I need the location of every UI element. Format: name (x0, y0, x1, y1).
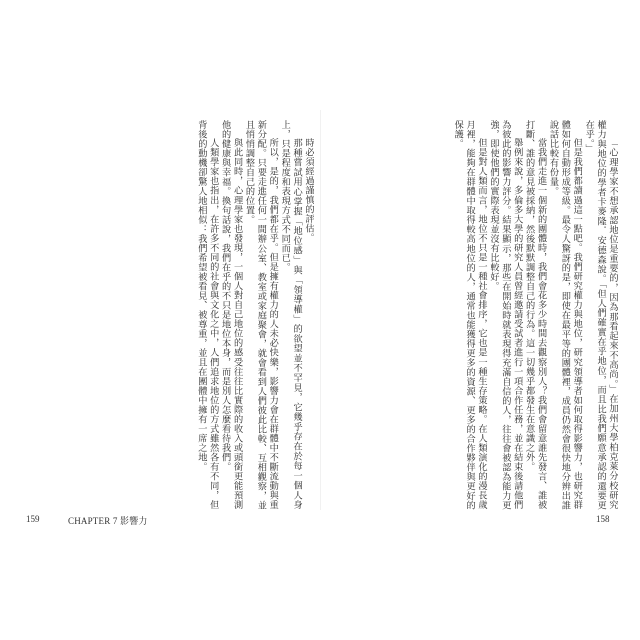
left-paragraph: 那種嘗試用心掌握「地位感」與「領導權」的欲望並不罕見，它幾乎存在於每一個人身上，只是程度和表現方式不同而已。 (279, 120, 303, 510)
right-page-number: 158 (596, 514, 610, 524)
left-paragraph: 與此同時，心理學家也發現，一個人對自己地位的感受往往比實際的收入或頭銜更能預測他的健康與幸福。換句話說，我們在乎的不只是地位本身，而是別人怎麼看待我們。 (219, 120, 243, 510)
right-page (330, 120, 618, 510)
left-page-text (195, 120, 314, 510)
right-paragraph: 舉例來說，多倫多大學的研究人員曾經邀請受試者進行一項合作任務，並在結束後請他們為彼此的影響力評分。結果顯示，那些在開始時就表現得充滿自信的人，往往會被認為能力更強，即使他們的實際表現並沒有比較好。 (487, 120, 523, 510)
left-page-number: 159 (26, 514, 40, 524)
running-head: CHAPTER 7 影響力 (68, 516, 148, 526)
left-page (26, 120, 314, 510)
right-paragraph: 但是對人類而言，地位不只是一種社會排序，它也是一種生存策略。在人類演化的漫長歲月裡，能夠在群體中取得較高地位的人，通常也能獲得更多的資源、更多的合作夥伴與更好的保護。 (452, 120, 488, 510)
right-paragraph: 但是我們都讀過這一點吧。我們研究權力與地位，研究領導者如何取得影響力，也研究群體如何自動形成等級。最令人驚訝的是，即使在最平等的團體裡，成員仍然會很快地分辨出誰說話比較有份量。 (547, 120, 583, 510)
right-paragraph: 「心理學家不想承認地位是重要的，因為那看起來不高尚。」在加州大學柏克萊分校研究權力與地位的學者卡麥隆．安德森說。「但人們確實在乎地位，而且比我們願意承認的還要更在乎。」 (583, 120, 618, 510)
page-gutter (320, 110, 321, 510)
left-paragraph: 人類學家也指出，在許多不同的社會與文化之中，人們追求地位的方式雖然各有不同，但背後的動機卻驚人地相似：我們希望被看見、被尊重，並且在團體中擁有一席之地。 (195, 120, 219, 510)
right-page-text (451, 120, 618, 510)
left-paragraph: 所以，是的，我們都在乎。但是擁有權力的人未必快樂，影響力會在群體中不斷流動與重新分配。只要走進任何一間辦公室、教室或家庭聚會，就會看到人們彼此比較、互相觀察，並且悄悄調整自己的位置。 (243, 120, 279, 510)
right-paragraph: 當我們走進一個新的團體時，我們會花多少時間去觀察別人？我們會留意誰先發言、誰被打斷、誰的意見被採納，然後默默調整自己的行為。這一切幾乎都發生在意識之外。 (523, 120, 547, 510)
left-paragraph: 時必須經過謹慎的評估。 (303, 138, 314, 243)
